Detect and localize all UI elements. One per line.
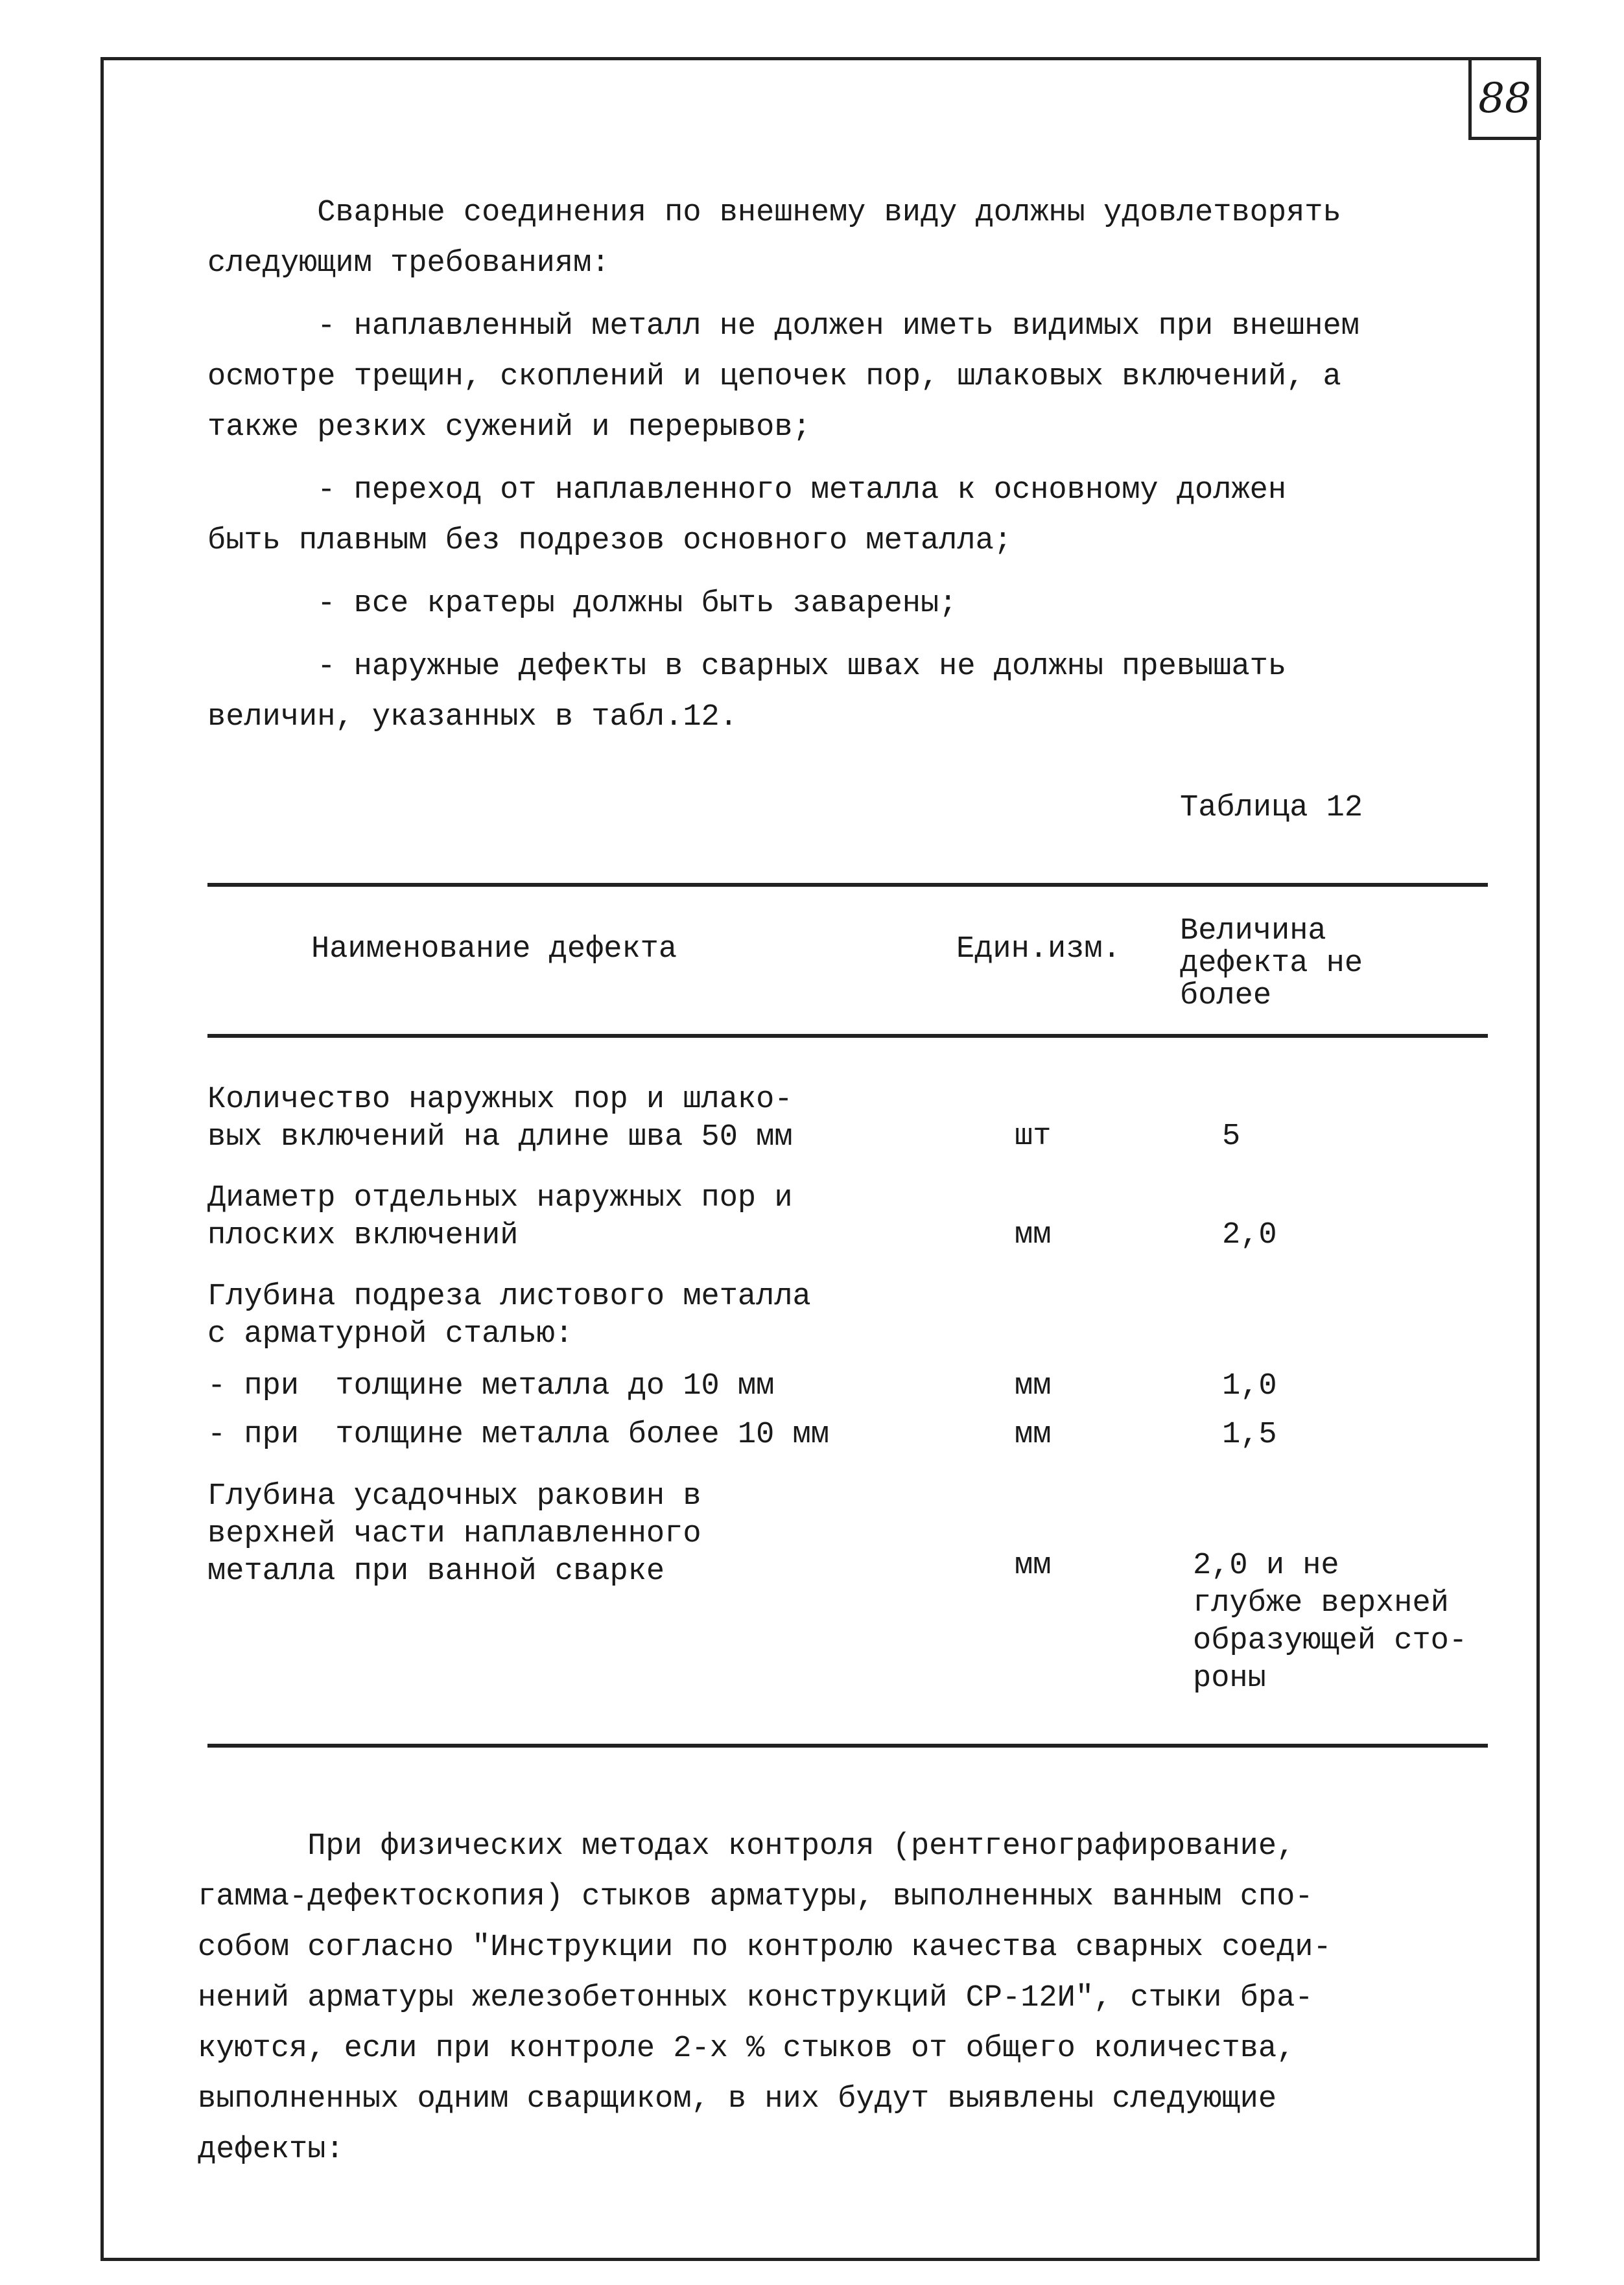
row-2-value: 2,0 [1222,1218,1277,1252]
table-top-rule [207,883,1488,887]
row-3-name: Глубина подреза листового металла с арматурной сталью: [207,1280,811,1352]
intro-line-2: следующим требованиям: [207,246,610,281]
row-4-name: - при толщине металла до 10 мм [207,1369,775,1403]
row-5-unit: мм [1015,1418,1052,1452]
row-4-unit: мм [1015,1369,1052,1403]
closing-line-2: гамма-дефектоскопия) стыков арматуры, выполненных ванным спо- [198,1880,1313,1914]
header-value: Величина дефекта не более [1180,914,1363,1013]
row-6-value: 2,0 и не глубже верхней образующей сто- роны [1193,1549,1468,1696]
row-1-unit: шт [1015,1119,1052,1154]
row-2-unit: мм [1015,1218,1052,1252]
intro-line-1: Сварные соединения по внешнему виду должны удовлетворять [207,196,1341,230]
page-number: 88 [1468,57,1541,140]
row-6-name: Глубина усадочных раковин в верхней части наплавленного металла при ванной сварке [207,1479,701,1589]
requirement-1-line-2: осмотре трещин, скоплений и цепочек пор, шлаковых включений, а [207,360,1341,394]
closing-line-4: нений арматуры железобетонных конструкций СР-12И", стыки бра- [198,1981,1313,2015]
row-5-value: 1,5 [1222,1418,1277,1452]
header-unit: Един.изм. [956,932,1121,967]
table-header-rule [207,1034,1488,1038]
header-defect-name: Наименование дефекта [311,932,677,967]
closing-line-3: собом согласно "Инструкции по контролю качества сварных соеди- [198,1930,1332,1965]
requirement-1-line-1: - наплавленный металл не должен иметь видимых при внешнем [207,309,1359,344]
closing-line-7: дефекты: [198,2133,344,2167]
requirement-3-line-1: - все кратеры должны быть заварены; [207,587,958,621]
row-5-name: - при толщине металла более 10 мм [207,1418,829,1452]
closing-line-5: куются, если при контроле 2-х % стыков от общего количества, [198,2032,1295,2066]
closing-line-6: выполненных одним сварщиком, в них будут выявлены следующие [198,2082,1277,2116]
table-title: Таблица 12 [1180,791,1363,825]
requirement-2-line-2: быть плавным без подрезов основного металла; [207,524,1013,558]
row-1-name: Количество наружных пор и шлако- вых включений на длине шва 50 мм [207,1083,793,1154]
table-bottom-rule [207,1744,1488,1748]
row-4-value: 1,0 [1222,1369,1277,1403]
closing-line-1: При физических методах контроля (рентгенографирование, [198,1829,1295,1864]
row-1-value: 5 [1222,1119,1241,1154]
row-2-name: Диаметр отдельных наружных пор и плоских включений [207,1181,793,1253]
requirement-4-line-2: величин, указанных в табл.12. [207,700,738,734]
requirement-1-line-3: также резких сужений и перерывов; [207,410,811,445]
row-6-unit: мм [1015,1549,1052,1583]
requirement-2-line-1: - переход от наплавленного металла к основному должен [207,473,1287,508]
requirement-4-line-1: - наружные дефекты в сварных швах не должны превышать [207,650,1287,684]
